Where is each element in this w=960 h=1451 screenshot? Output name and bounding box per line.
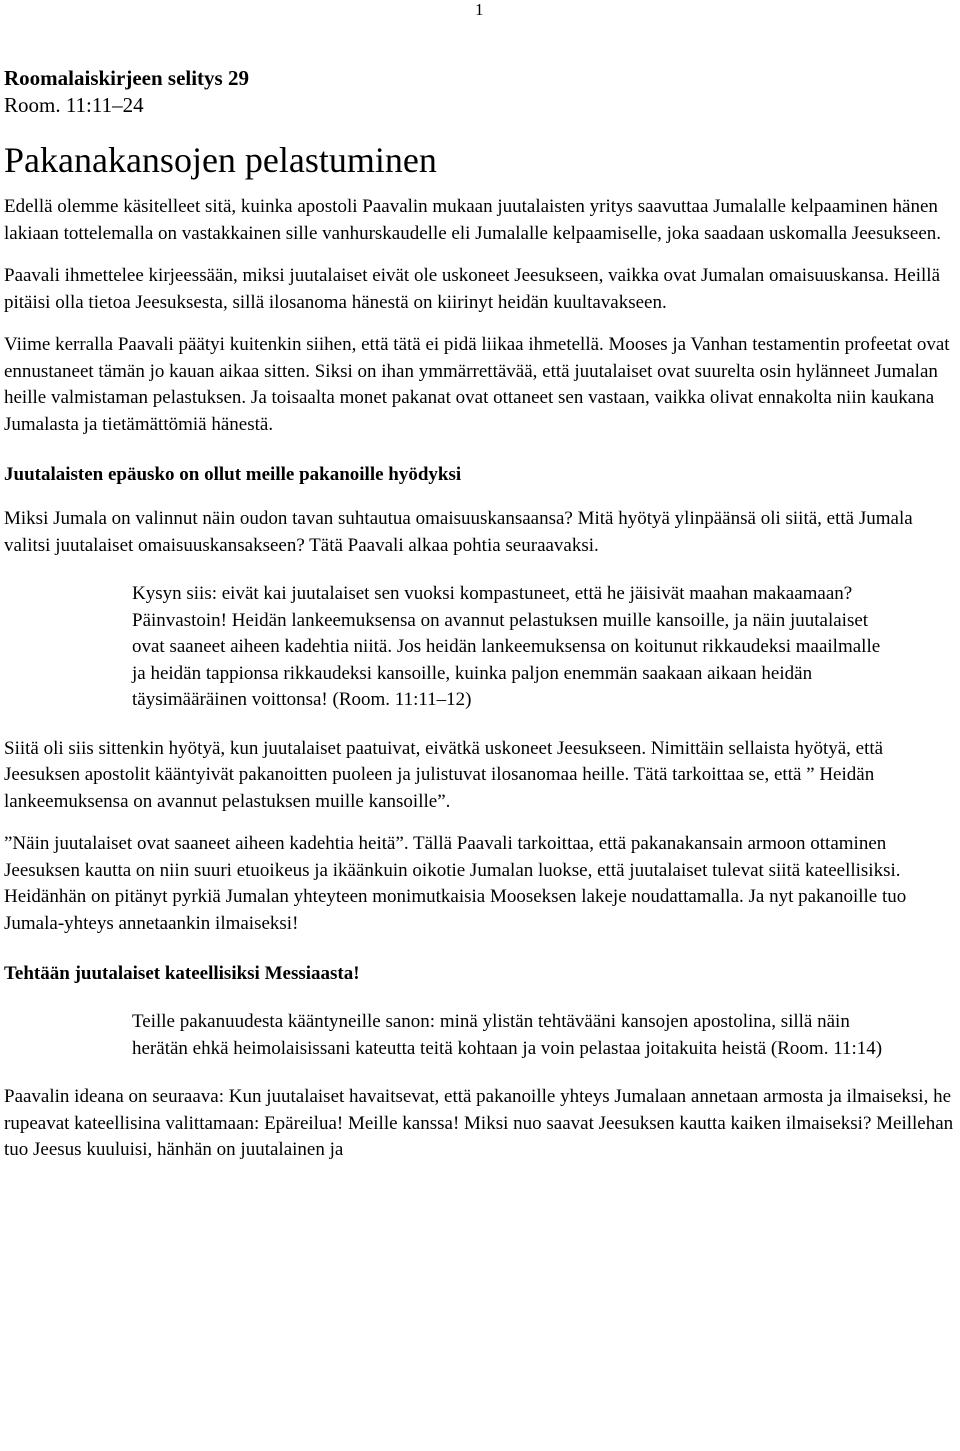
paragraph: Edellä olemme käsitelleet sitä, kuinka apostoli Paavalin mukaan juutalaisten yritys saavuttaa Jumalalle kelpaaminen hänen lakiaan tottelemalla on vastakkainen sille vanhurskaudelle eli Jumalalle kelpaamiselle, joka saadaan uskomalla Jeesukseen. [4,196,942,244]
document-title: Roomalaiskirjeen selitys 29 [4,66,249,90]
paragraph: Paavali ihmettelee kirjeessään, miksi juutalaiset eivät ole uskoneet Jeesukseen, vaikka ovat Jumalan omaisuuskansa. Heillä pitäisi olla tietoa Jeesuksesta, sillä ilosanoma hänestä on kiirinyt heidän kuultavakseen. [4,265,941,313]
page-number: 1 [475,0,484,19]
document-body [4,64,956,1180]
paragraph: Miksi Jumala on valinnut näin oudon tavan suhtautua omaisuuskansaansa? Mitä hyötyä ylinpäänsä oli siitä, että Jumala valitsi juutalaiset omaisuuskansakseen? Tätä Paavali alkaa pohtia seuraavaksi. [4,508,913,556]
main-heading: Pakanakansojen pelastuminen [4,140,437,180]
paragraph: Paavalin ideana on seuraava: Kun juutalaiset havaitsevat, että pakanoille yhteys Jumalaan annetaan armosta ja ilmaiseksi, he rupeavat kateellisina valittamaan: Epäreilua! Meille kanssa! Miksi nuo saavat Jeesuksen kautta kaiken ilmaiseksi? Meillehan tuo Jeesus kuuluisi, hänhän on juutalainen ja [4,1086,954,1160]
paragraph: Viime kerralla Paavali päätyi kuitenkin siihen, että tätä ei pidä liikaa ihmetellä. Mooses ja Vanhan testamentin profeetat ovat ennustaneet tämän jo kauan aikaa sitten. Siksi on ihan ymmärrettävää, että juutalaiset ovat suurelta osin hylänneet Jumalan heille valmistaman pelastuksen. Ja toisaalta monet pakanat ovat ottaneet sen vastaan, vaikka olivat ennakolta niin kaukana Jumalasta ja tietämättömiä hänestä. [4,334,950,435]
paragraph: ”Näin juutalaiset ovat saaneet aiheen kadehtia heitä”. Tällä Paavali tarkoittaa, että pakanakansain armoon ottaminen Jeesuksen kautta on niin suuri etuoikeus ja ikäänkuin oikotie Jumalan luokse, että juutalaiset tulevat siitä kateellisiksi. Heidänhän on pitänyt pyrkiä Jumalan yhteyteen monimutkaisia Mooseksen lakeje noudattamalla. Ja nyt pakanoille tuo Jumala-yhteys annetaankin ilmaiseksi! [4,833,907,934]
block-quote: Teille pakanuudesta kääntyneille sanon: minä ylistän tehtävääni kansojen apostolina, sillä näin herätän ehkä heimolaisissani kateutta teitä kohtaan ja voin pelastaa joitakuita heistä (Room. 11:14) [132,1011,883,1059]
section-heading: Tehtään juutalaiset kateellisiksi Messiaasta! [4,963,360,984]
block-quote: Kysyn siis: eivät kai juutalaiset sen vuoksi kompastuneet, että he jäisivät maahan makaamaan? Päinvastoin! Heidän lankeemuksensa on avannut pelastuksen muille kansoille, ja näin juutalaiset ovat saaneet aiheen kadehtia niitä. Jos heidän lankeemuksensa on koitunut rikkaudeksi maailmalle ja heidän tappionsa rikkaudeksi kansoille, kuinka paljon enemmän saakaan aikaan heidän täysimääräinen voittonsa! (Room. 11:11–12) [132,583,881,710]
paragraph: Siitä oli siis sittenkin hyötyä, kun juutalaiset paatuivat, eivätkä uskoneet Jeesukseen. Nimittäin sellaista hyötyä, että Jeesuksen apostolit kääntyivät pakanoitten puoleen ja julistuvat ilosanomaa heille. Tätä tarkoittaa se, että ” Heidän lankeemuksensa on avannut pelastuksen muille kansoille”. [4,737,884,812]
section-heading: Juutalaisten epäusko on ollut meille pakanoille hyödyksi [4,464,462,485]
scripture-reference: Room. 11:11–24 [4,93,144,117]
